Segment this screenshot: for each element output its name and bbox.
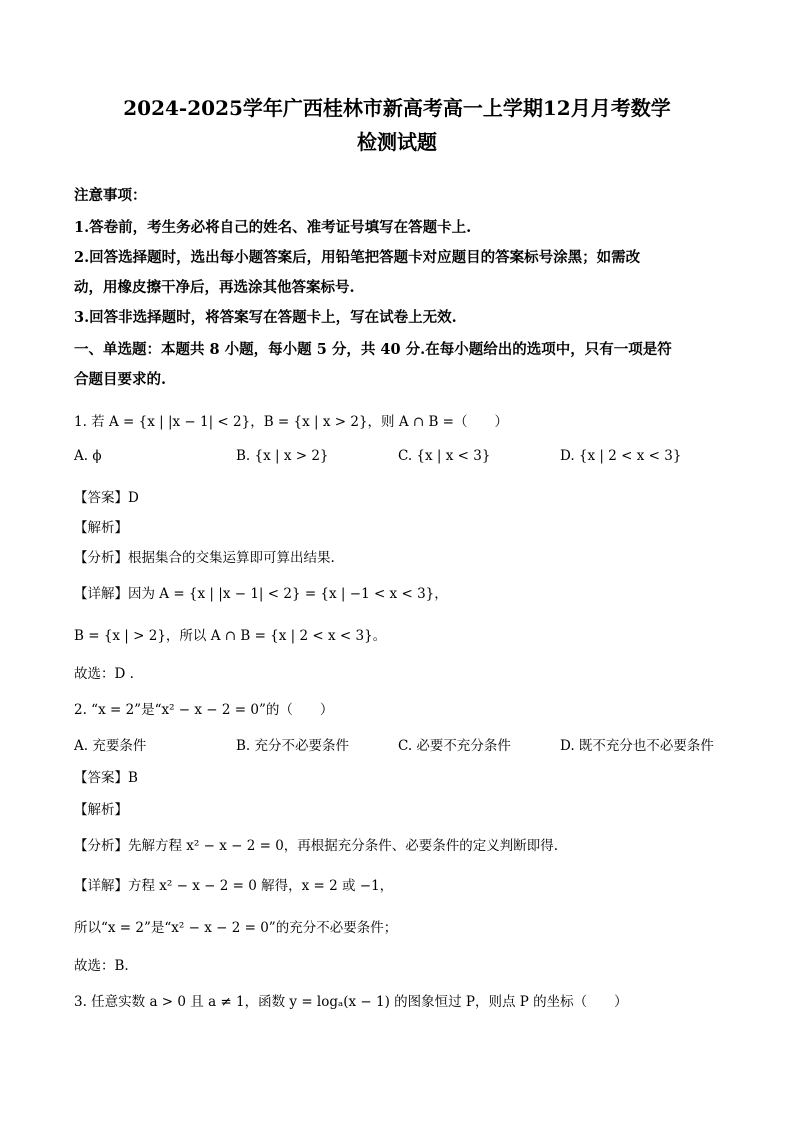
q2-analysis-label: 【解析】 — [74, 802, 128, 818]
q2-choose: 故选：B. — [74, 958, 129, 974]
notice-item-2b: 动，用橡皮擦干净后，再选涂其他答案标号. — [74, 279, 355, 296]
q1-answer: 【答案】D — [74, 490, 139, 506]
q2-option-a: A. 充要条件 — [74, 738, 147, 754]
q1-option-b: B. {x | x > 2} — [236, 448, 329, 464]
q2-option-c: C. 必要不充分条件 — [398, 738, 511, 754]
q1-choose: 故选：D . — [74, 666, 134, 682]
q1-xiangjie-1: 【详解】因为 A = {x | |x − 1| < 2} = {x | −1 < x < 3}， — [74, 586, 448, 602]
q1-option-d: D. {x | 2 < x < 3} — [560, 448, 682, 464]
q1-option-c: C. {x | x < 3} — [398, 448, 491, 464]
notice-item-2a: 2.回答选择题时，选出每小题答案后，用铅笔把答题卡对应题目的答案标号涂黑；如需改 — [74, 249, 641, 266]
document-title-line2: 检测试题 — [357, 130, 437, 154]
q2-answer: 【答案】B — [74, 770, 138, 786]
notice-item-3: 3.回答非选择题时，将答案写在答题卡上，写在试卷上无效. — [74, 309, 457, 326]
q2-option-d: D. 既不充分也不必要条件 — [560, 738, 714, 754]
q2-conclusion: 所以“x = 2”是“x² − x − 2 = 0”的充分不必要条件； — [74, 920, 398, 936]
q1-stem: 1. 若 A = {x | |x − 1| < 2}，B = {x | x > 2}，则 A ∩ B =（ ） — [74, 414, 508, 430]
notice-heading: 注意事项： — [74, 187, 147, 204]
q2-option-b: B. 充分不必要条件 — [236, 738, 350, 754]
q2-stem: 2. “x = 2”是“x² − x − 2 = 0”的（ ） — [74, 702, 334, 718]
q1-xiangjie-2: B = {x | > 2}，所以 A ∩ B = {x | 2 < x < 3}。 — [74, 628, 387, 644]
section1-heading-line1: 一、单选题：本题共 8 小题，每小题 5 分，共 40 分.在每小题给出的选项中，只有一项是符 — [74, 341, 672, 358]
q1-analysis-label: 【解析】 — [74, 520, 128, 536]
q2-fenxi: 【分析】先解方程 x² − x − 2 = 0，再根据充分条件、必要条件的定义判断即得. — [74, 838, 559, 854]
q2-xiangjie: 【详解】方程 x² − x − 2 = 0 解得，x = 2 或 −1， — [74, 878, 394, 894]
q1-option-a: A. ϕ — [74, 448, 102, 464]
notice-item-1: 1.答卷前，考生务必将自己的姓名、准考证号填写在答题卡上. — [74, 219, 472, 236]
q1-fenxi: 【分析】根据集合的交集运算即可算出结果. — [74, 550, 335, 566]
section1-heading-line2: 合题目要求的. — [74, 371, 167, 388]
document-title-line1: 2024-2025学年广西桂林市新高考高一上学期12月月考数学 — [123, 96, 671, 120]
q3-stem: 3. 任意实数 a > 0 且 a ≠ 1，函数 y = logₐ(x − 1) 的图象恒过 P，则点 P 的坐标（ ） — [74, 994, 628, 1010]
